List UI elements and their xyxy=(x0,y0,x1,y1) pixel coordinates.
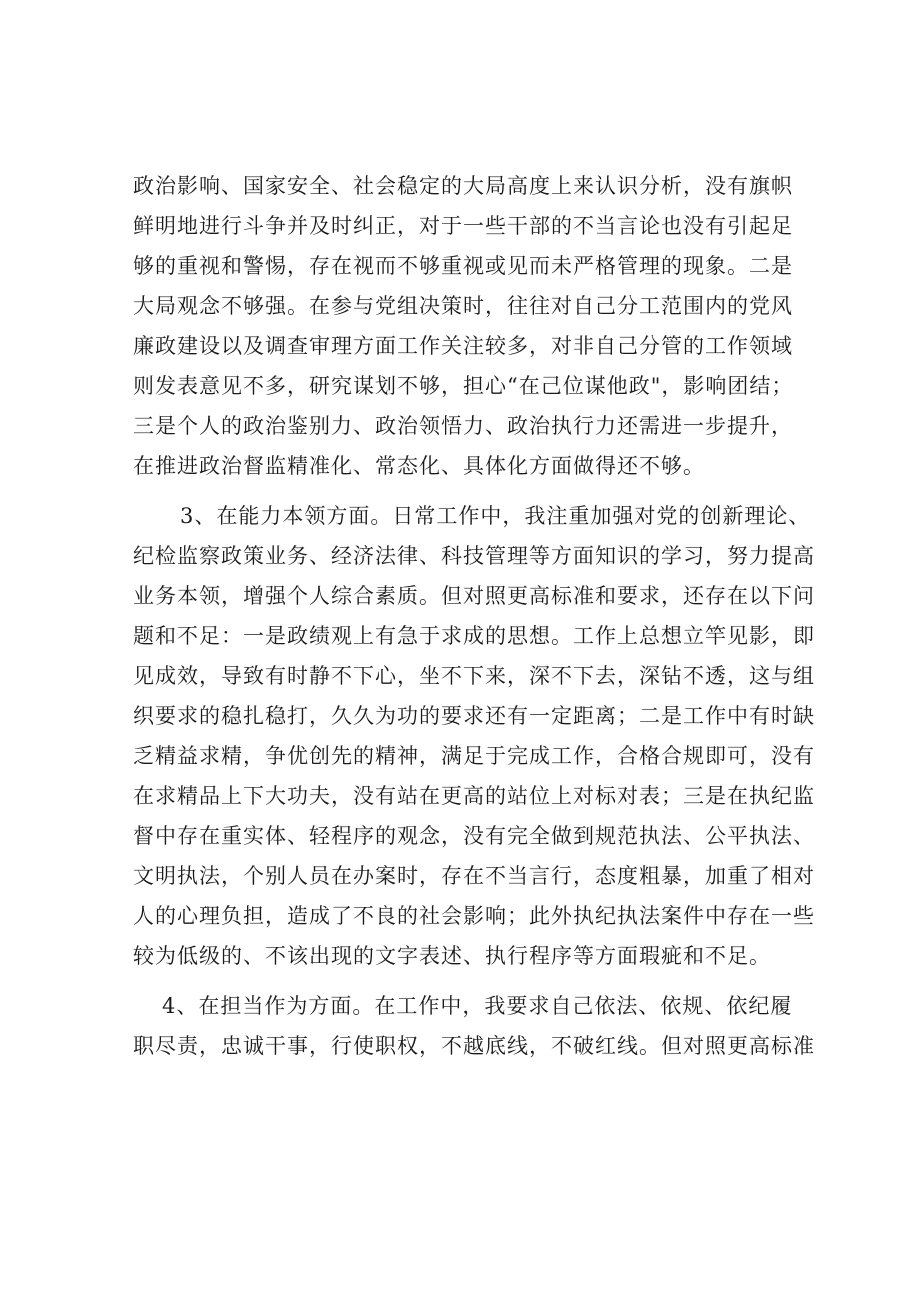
text-line: 够的重视和警惕，存在视而不够重视或见而未严格管理的现象。二是 xyxy=(133,254,793,278)
text-line: 政治影响、国家安全、社会稳定的大局高度上来认识分析，没有旗帜 xyxy=(133,174,793,198)
paragraph-4-heading-line: 4、在担当作为方面。在工作中，我要求自己依法、依规、依纪履 xyxy=(162,994,793,1018)
text-line: 人的心理负担，造成了不良的社会影响；此外执纪执法案件中存在一些 xyxy=(133,904,815,928)
text-line: 业务本领，增强个人综合素质。但对照更高标准和要求，还存在以下问 xyxy=(133,584,815,608)
text-line: 纪检监察政策业务、经济法律、科技管理等方面知识的学习，努力提高 xyxy=(133,544,815,568)
text-line: 三是个人的政治鉴别力、政治领悟力、政治执行力还需进一步提升， xyxy=(133,414,793,438)
text-line: 在推进政治督监精准化、常态化、具体化方面做得还不够。 xyxy=(133,454,705,478)
text-line: 鲜明地进行斗争并及时纠正，对于一些干部的不当言论也没有引起足 xyxy=(133,214,793,238)
text-line: 职尽责，忠诚干事，行使职权，不越底线，不破红线。但对照更高标准 xyxy=(133,1034,815,1058)
text-line: 廉政建设以及调查审理方面工作关注较多，对非自己分管的工作领域 xyxy=(133,334,793,358)
paragraph-3-heading-line: 3、在能力本领方面。日常工作中，我注重加强对党的创新理论、 xyxy=(180,504,811,528)
text-line: 大局观念不够强。在参与党组决策时，往往对自己分工范围内的党风 xyxy=(133,294,793,318)
text-line: 督中存在重实体、轻程序的观念，没有完全做到规范执法、公平执法、 xyxy=(133,824,815,848)
text-line: 则发表意见不多，研究谋划不够，担心“在己位谋他政"，影响团结； xyxy=(133,374,794,398)
text-line: 见成效，导致有时静不下心，坐不下来，深不下去，深钻不透，这与组 xyxy=(133,664,815,688)
text-line: 乏精益求精，争优创先的精神，满足于完成工作，合格合规即可，没有 xyxy=(133,744,815,768)
text-line: 文明执法，个别人员在办案时，存在不当言行，态度粗暴，加重了相对 xyxy=(133,864,815,888)
text-line: 较为低级的、不该出现的文字表述、执行程序等方面瑕疵和不足。 xyxy=(133,944,771,968)
text-line: 织要求的稳扎稳打，久久为功的要求还有一定距离；二是工作中有时缺 xyxy=(133,704,815,728)
text-line: 在求精品上下大功夫，没有站在更高的站位上对标对表；三是在执纪监 xyxy=(133,784,815,808)
text-line: 题和不足：一是政绩观上有急于求成的思想。工作上总想立竿见影，即 xyxy=(133,624,815,648)
